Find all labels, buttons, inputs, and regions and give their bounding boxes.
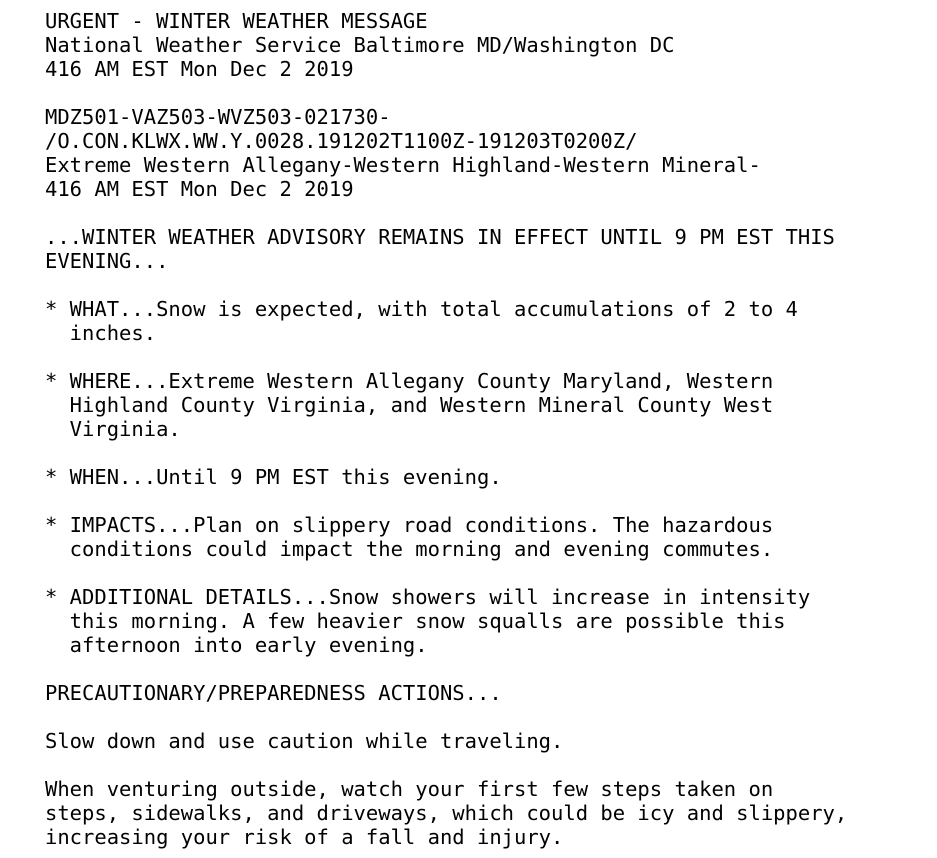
advisory-headline: ...WINTER WEATHER ADVISORY REMAINS IN EFFECT UNTIL 9 PM EST THIS [45, 225, 835, 249]
what-section: * WHAT...Snow is expected, with total accumulations of 2 to 4 [45, 297, 798, 321]
additional-details-section: this morning. A few heavier snow squalls are possible this [45, 609, 786, 633]
issue-time: 416 AM EST Mon Dec 2 2019 [45, 57, 354, 81]
blank-line [45, 753, 847, 777]
advisory-headline: EVENING... [45, 249, 169, 273]
blank-line [45, 489, 847, 513]
additional-details-section: * ADDITIONAL DETAILS...Snow showers will increase in intensity [45, 585, 811, 609]
blank-line [45, 657, 847, 681]
segment-issue-time: 416 AM EST Mon Dec 2 2019 [45, 177, 354, 201]
what-section: inches. [45, 321, 157, 345]
blank-line [45, 705, 847, 729]
impacts-section: * IMPACTS...Plan on slippery road conditions. The hazardous [45, 513, 774, 537]
blank-line [45, 81, 847, 105]
blank-line [45, 345, 847, 369]
blank-line [45, 273, 847, 297]
where-section: Virginia. [45, 417, 181, 441]
vtec-code: /O.CON.KLWX.WW.Y.0028.191202T1100Z-191203T0200Z/ [45, 129, 638, 153]
precaution-paragraph: steps, sidewalks, and driveways, which could be icy and slippery, [45, 801, 848, 825]
impacts-section: conditions could impact the morning and evening commutes. [45, 537, 774, 561]
precautionary-heading: PRECAUTIONARY/PREPAREDNESS ACTIONS... [45, 681, 502, 705]
weather-bulletin-text [45, 9, 847, 849]
blank-line [45, 561, 847, 585]
blank-line [45, 201, 847, 225]
zone-codes: MDZ501-VAZ503-WVZ503-021730- [45, 105, 391, 129]
precaution-paragraph: When venturing outside, watch your first few steps taken on [45, 777, 774, 801]
precaution-paragraph: Slow down and use caution while traveling. [45, 729, 564, 753]
where-section: * WHERE...Extreme Western Allegany County Maryland, Western [45, 369, 774, 393]
bulletin-headline: URGENT - WINTER WEATHER MESSAGE [45, 9, 428, 33]
when-section: * WHEN...Until 9 PM EST this evening. [45, 465, 502, 489]
zone-names: Extreme Western Allegany-Western Highland-Western Mineral- [45, 153, 761, 177]
where-section: Highland County Virginia, and Western Mineral County West [45, 393, 774, 417]
blank-line [45, 441, 847, 465]
issuing-office: National Weather Service Baltimore MD/Washington DC [45, 33, 675, 57]
precaution-paragraph: increasing your risk of a fall and injury. [45, 825, 564, 849]
additional-details-section: afternoon into early evening. [45, 633, 428, 657]
